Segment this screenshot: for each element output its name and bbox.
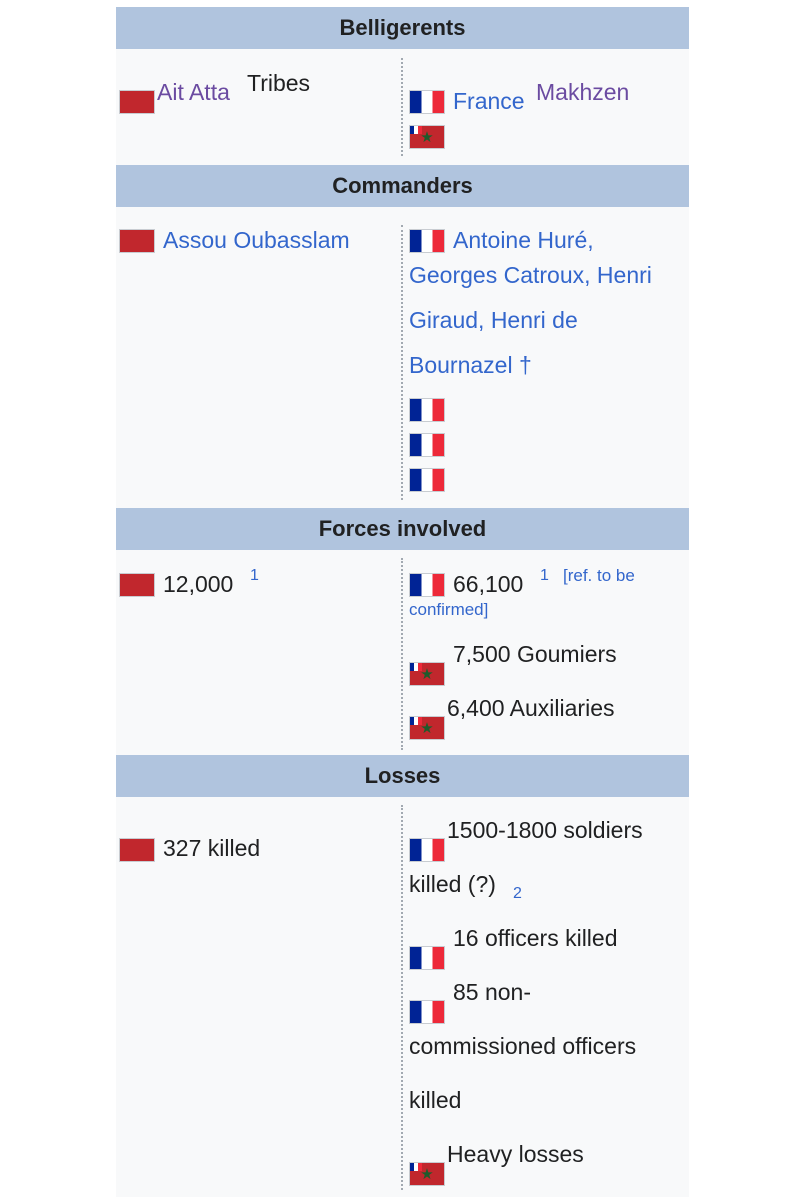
nco-killed-line-3: killed: [409, 1087, 462, 1113]
commander-line-4[interactable]: Bournazel †: [409, 352, 532, 378]
france-flag-icon: [409, 1000, 445, 1024]
makhzen-link[interactable]: Makhzen: [536, 79, 630, 105]
france-flag-icon: [409, 946, 445, 970]
citation-link[interactable]: 1: [540, 567, 549, 584]
tribal-flag-icon: [119, 90, 155, 114]
forces-tribes-value: 12,000: [163, 571, 234, 597]
makhzen-flag-icon: ★: [409, 1162, 445, 1186]
commanders-header: Commanders: [116, 165, 689, 207]
ait-atta-link[interactable]: Ait Atta: [157, 79, 230, 105]
column-divider: [401, 805, 403, 1190]
makhzen-flag-icon: ★: [409, 716, 445, 740]
france-flag-icon: [409, 398, 445, 422]
france-flag-icon: [409, 433, 445, 457]
officers-killed: 16 officers killed: [453, 925, 618, 951]
belligerents-header: Belligerents: [116, 7, 689, 49]
losses-header: Losses: [116, 755, 689, 797]
losses-tribes-value: 327 killed: [163, 835, 261, 861]
heavy-losses: Heavy losses: [447, 1141, 584, 1167]
soldiers-killed-line-2: killed (?): [409, 871, 496, 897]
france-flag-icon: [409, 573, 445, 597]
makhzen-flag-icon: ★: [409, 662, 445, 686]
ref-to-be-confirmed-link[interactable]: confirmed]: [409, 600, 489, 619]
auxiliaries-value: 6,400 Auxiliaries: [447, 695, 615, 721]
commander-line-3[interactable]: Giraud, Henri de: [409, 307, 578, 333]
column-divider: [401, 558, 403, 750]
assou-oubasslam-link[interactable]: Assou Oubasslam: [163, 227, 350, 253]
citation-link[interactable]: 1: [250, 567, 259, 584]
tribal-flag-icon: [119, 838, 155, 862]
commander-line-2[interactable]: Georges Catroux, Henri: [409, 262, 652, 288]
france-flag-icon: [409, 90, 445, 114]
makhzen-flag-icon: ★: [409, 125, 445, 149]
tribes-text: Tribes: [247, 70, 311, 96]
forces-header: Forces involved: [116, 508, 689, 550]
france-flag-icon: [409, 838, 445, 862]
france-flag-icon: [409, 229, 445, 253]
france-flag-icon: [409, 468, 445, 492]
citation-link[interactable]: 2: [513, 885, 522, 902]
tribal-flag-icon: [119, 573, 155, 597]
forces-france-value: 66,100: [453, 571, 524, 597]
nco-killed-line-1: 85 non-: [453, 979, 532, 1005]
tribal-flag-icon: [119, 229, 155, 253]
column-divider: [401, 225, 403, 500]
commander-line-1[interactable]: Antoine Huré,: [453, 227, 594, 253]
goumiers-value: 7,500 Goumiers: [453, 641, 617, 667]
nco-killed-line-2: commissioned officers: [409, 1033, 637, 1059]
soldiers-killed-line-1: 1500-1800 soldiers: [447, 817, 643, 843]
france-link[interactable]: France: [453, 88, 525, 114]
ref-to-be-confirmed-link[interactable]: [ref. to be: [563, 566, 635, 585]
column-divider: [401, 58, 403, 156]
